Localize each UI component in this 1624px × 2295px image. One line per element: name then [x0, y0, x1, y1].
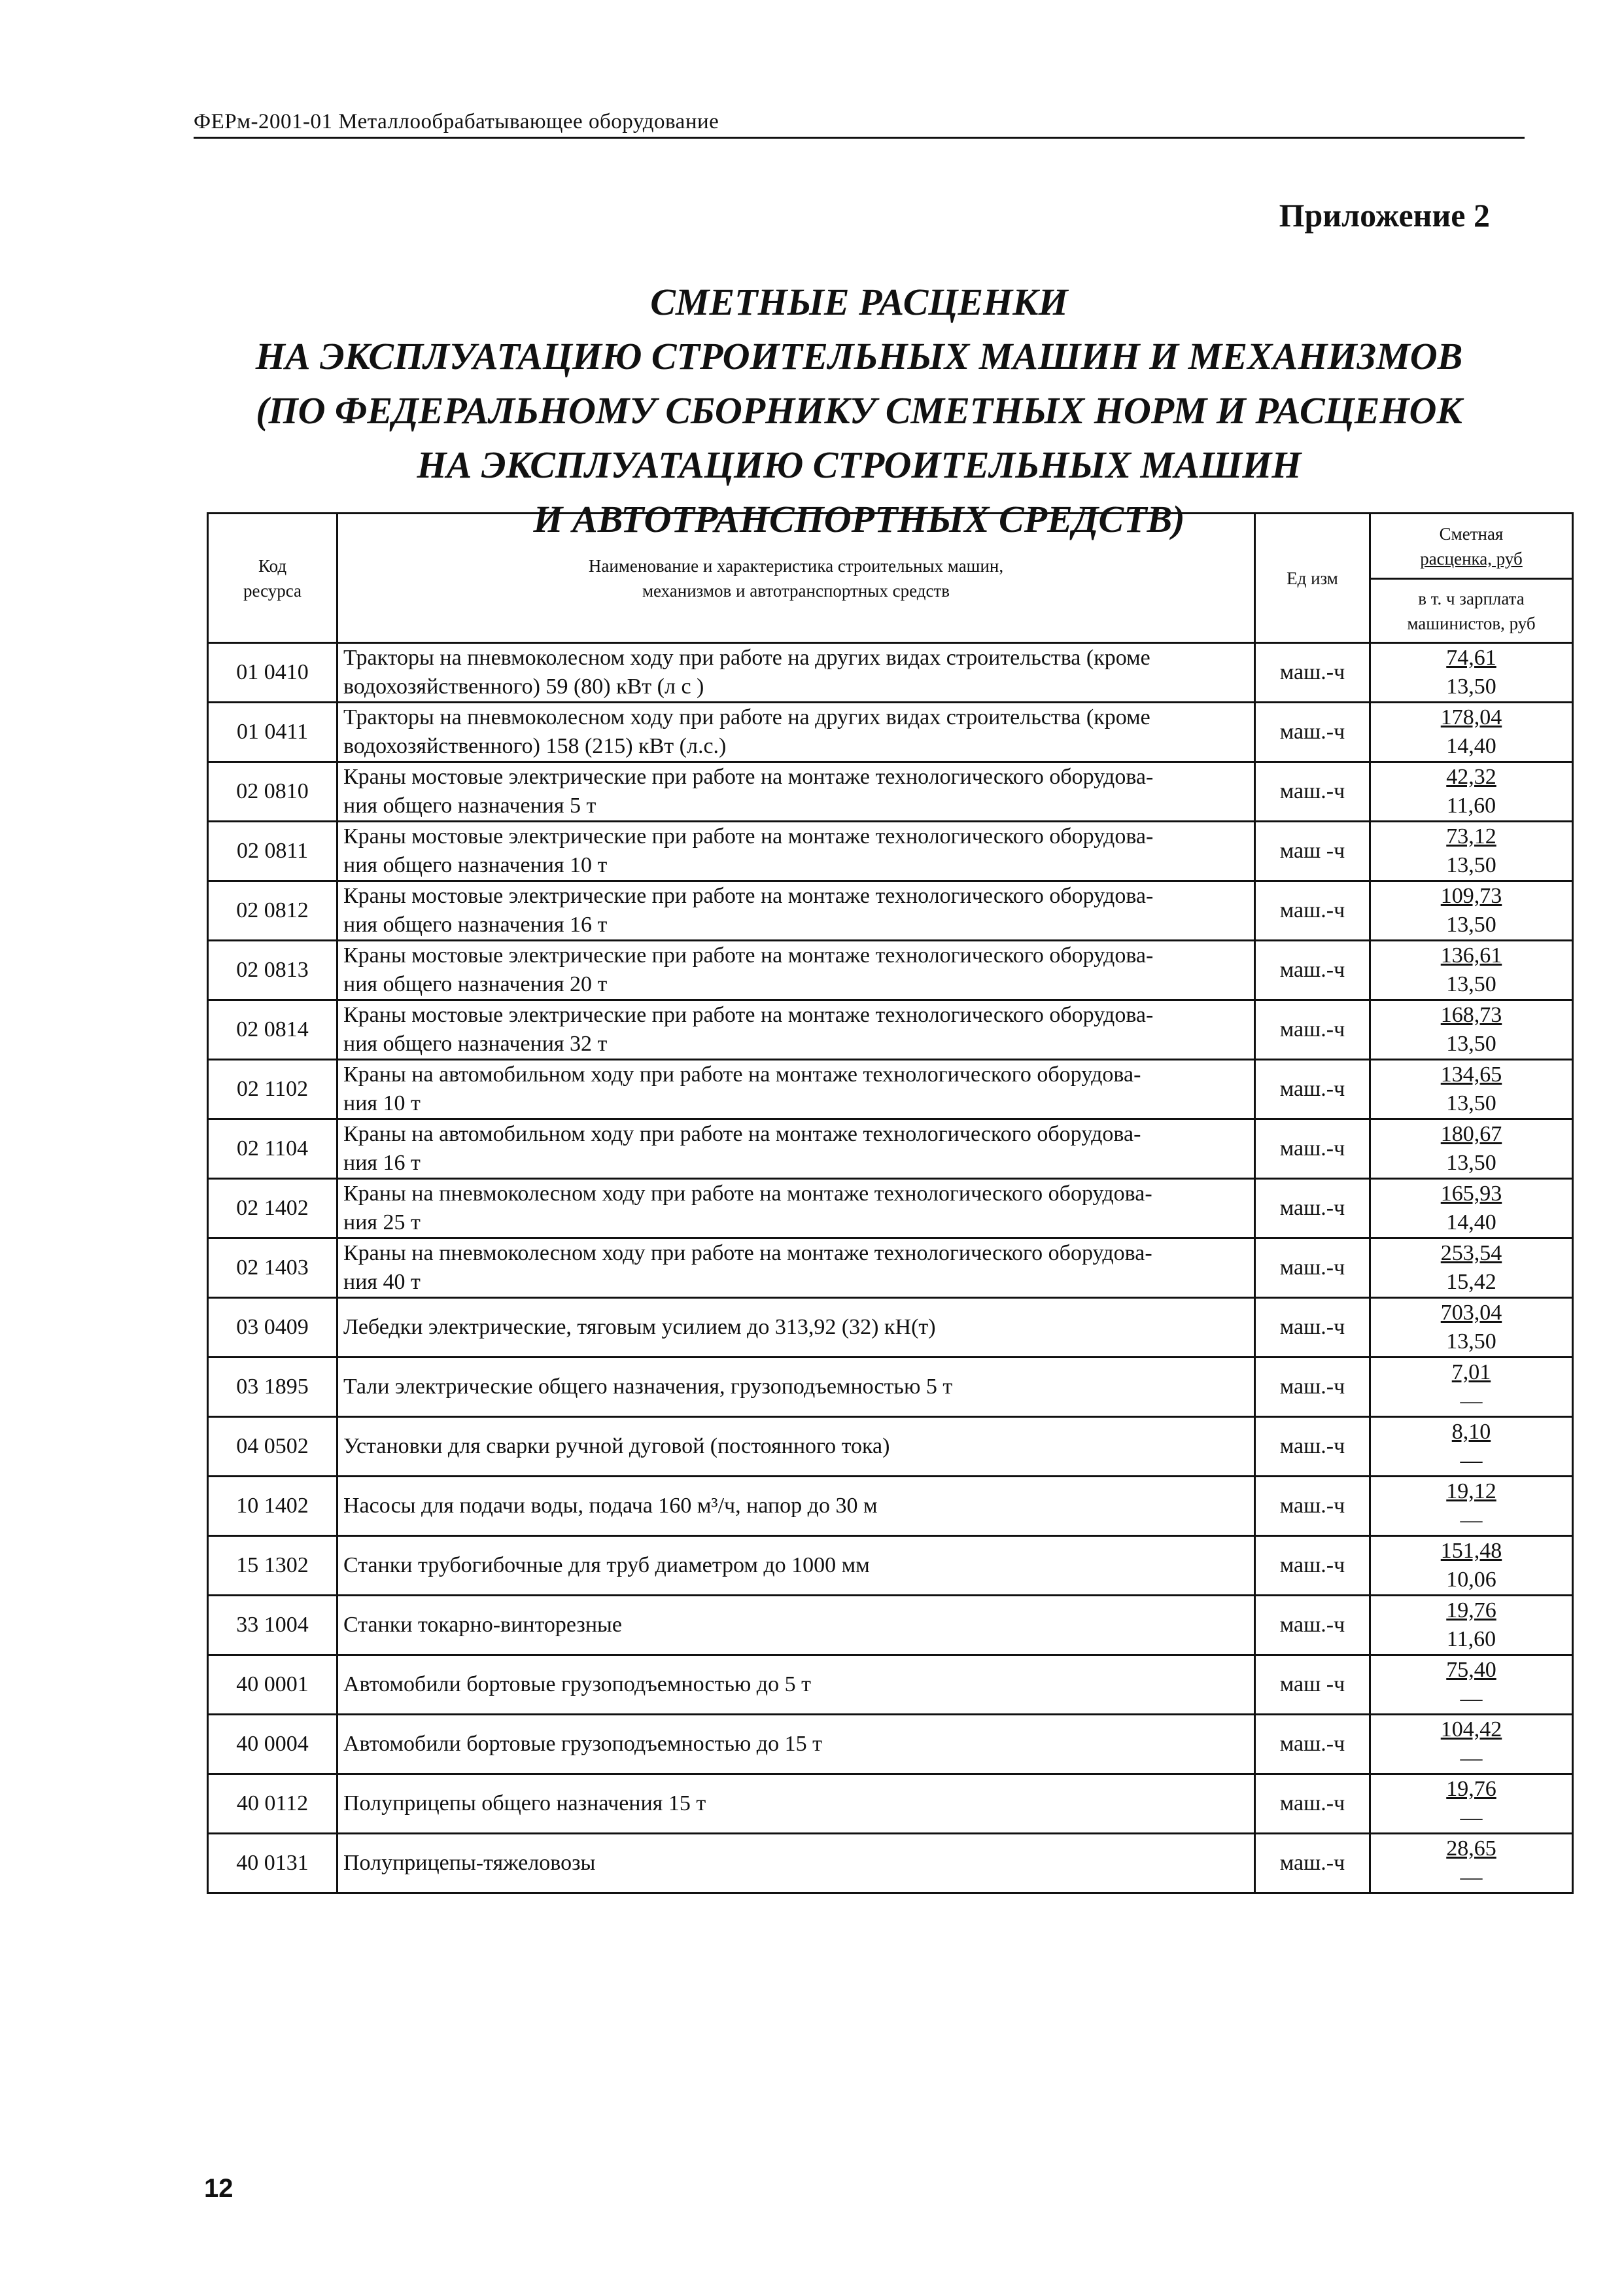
title-line: НА ЭКСПЛУАТАЦИЮ СТРОИТЕЛЬНЫХ МАШИН: [417, 444, 1302, 486]
price-cell: [1370, 1834, 1573, 1893]
resource-name: [337, 1774, 1255, 1834]
resource-code: 40 0112: [208, 1774, 337, 1834]
rate-value: 136,61: [1440, 943, 1502, 968]
name-line: ния общего назначения 20 т: [343, 972, 608, 996]
name-line: Установки для сварки ручной дуговой (постоянного тока): [343, 1434, 890, 1458]
wage-value: —: [1460, 1687, 1483, 1711]
table-row: [208, 1238, 1573, 1298]
wage-value: —: [1460, 1865, 1483, 1889]
unit: маш -ч: [1255, 822, 1370, 881]
name-line: Краны на автомобильном ходу при работе на монтаже технологического оборудова-: [343, 1062, 1141, 1087]
price-cell: [1370, 1536, 1573, 1596]
name-line: Краны мостовые электрические при работе на монтаже технологического оборудова-: [343, 1003, 1154, 1027]
rate-value: 28,65: [1446, 1836, 1496, 1861]
resource-name: [337, 703, 1255, 762]
resource-name: [337, 881, 1255, 941]
table-row: [208, 1298, 1573, 1358]
resource-name: [337, 643, 1255, 703]
rate-value: 253,54: [1440, 1241, 1502, 1265]
resource-name: [337, 762, 1255, 822]
name-line: водохозяйственного) 158 (215) кВт (л.с.): [343, 734, 727, 758]
rate-value: 703,04: [1440, 1301, 1502, 1325]
table-row: [208, 1000, 1573, 1060]
rate-value: 19,76: [1446, 1598, 1496, 1622]
name-line: ния общего назначения 32 т: [343, 1032, 608, 1056]
price-cell: [1370, 703, 1573, 762]
wage-value: —: [1460, 1746, 1483, 1770]
unit: маш.-ч: [1255, 881, 1370, 941]
name-line: ния 40 т: [343, 1270, 421, 1294]
wage-value: 13,50: [1446, 1032, 1496, 1056]
resource-code: 01 0410: [208, 643, 337, 703]
rate-value: 74,61: [1446, 646, 1496, 670]
wage-value: 13,50: [1446, 853, 1496, 877]
rate-value: 168,73: [1440, 1003, 1502, 1027]
wage-value: 14,40: [1446, 734, 1496, 758]
name-line: Краны мостовые электрические при работе на монтаже технологического оборудова-: [343, 884, 1154, 908]
name-line: Лебедки электрические, тяговым усилием до 313,92 (32) кН(т): [343, 1315, 936, 1339]
rates-table: [207, 512, 1574, 1894]
table-row: [208, 1715, 1573, 1774]
wage-value: —: [1460, 1508, 1483, 1532]
unit: маш.-ч: [1255, 1715, 1370, 1774]
rate-value: 104,42: [1440, 1717, 1502, 1742]
table-row: [208, 1774, 1573, 1834]
table-row: [208, 822, 1573, 881]
unit: маш.-ч: [1255, 1834, 1370, 1893]
header-wage: в т. ч зарплата машинистов, руб: [1370, 579, 1573, 643]
unit: маш.-ч: [1255, 703, 1370, 762]
resource-name: [337, 941, 1255, 1000]
name-line: Тали электрические общего назначения, грузоподъемностью 5 т: [343, 1375, 953, 1399]
wage-value: 13,50: [1446, 972, 1496, 996]
rate-value: 178,04: [1440, 705, 1502, 729]
price-cell: [1370, 1596, 1573, 1655]
table-row: [208, 941, 1573, 1000]
price-cell: [1370, 1238, 1573, 1298]
price-cell: [1370, 1060, 1573, 1119]
wage-value: 15,42: [1446, 1270, 1496, 1294]
unit: маш.-ч: [1255, 1358, 1370, 1417]
name-line: ния 25 т: [343, 1210, 421, 1235]
resource-name: [337, 1119, 1255, 1179]
price-cell: [1370, 941, 1573, 1000]
rate-value: 19,12: [1446, 1479, 1496, 1503]
price-cell: [1370, 1119, 1573, 1179]
resource-name: [337, 1596, 1255, 1655]
resource-code: 02 0810: [208, 762, 337, 822]
resource-code: 02 1402: [208, 1179, 337, 1238]
wage-value: 11,60: [1446, 1627, 1496, 1651]
name-line: Краны мостовые электрические при работе на монтаже технологического оборудова-: [343, 824, 1154, 849]
wage-value: —: [1460, 1448, 1483, 1473]
resource-name: [337, 1417, 1255, 1477]
page-number: 12: [204, 2174, 233, 2203]
rate-value: 109,73: [1440, 884, 1502, 908]
name-line: Краны на пневмоколесном ходу при работе на монтаже технологического оборудова-: [343, 1182, 1152, 1206]
rate-value: 8,10: [1451, 1420, 1491, 1444]
header-rate: Сметная расценка, руб: [1370, 514, 1573, 579]
table-row: [208, 643, 1573, 703]
name-line: Автомобили бортовые грузоподъемностью до 15 т: [343, 1732, 822, 1756]
name-line: Краны мостовые электрические при работе на монтаже технологического оборудова-: [343, 765, 1154, 789]
table-row: [208, 703, 1573, 762]
resource-name: [337, 1655, 1255, 1715]
table-row: [208, 1417, 1573, 1477]
price-cell: [1370, 1477, 1573, 1536]
price-cell: [1370, 881, 1573, 941]
wage-value: 13,50: [1446, 1329, 1496, 1354]
resource-code: 02 1403: [208, 1238, 337, 1298]
resource-code: 33 1004: [208, 1596, 337, 1655]
title-line: (ПО ФЕДЕРАЛЬНОМУ СБОРНИКУ СМЕТНЫХ НОРМ И РАСЦЕНОК: [256, 389, 1462, 432]
resource-code: 02 0811: [208, 822, 337, 881]
resource-code: 02 1102: [208, 1060, 337, 1119]
table-row: [208, 881, 1573, 941]
name-line: Краны на автомобильном ходу при работе на монтаже технологического оборудова-: [343, 1122, 1141, 1146]
rate-value: 7,01: [1451, 1360, 1491, 1384]
header-code: Код ресурса: [208, 514, 337, 643]
name-line: Станки трубогибочные для труб диаметром до 1000 мм: [343, 1553, 870, 1577]
wage-value: 14,40: [1446, 1210, 1496, 1235]
name-line: Краны на пневмоколесном ходу при работе на монтаже технологического оборудова-: [343, 1241, 1152, 1265]
price-cell: [1370, 1000, 1573, 1060]
rate-value: 165,93: [1440, 1182, 1502, 1206]
header-unit: Ед изм: [1255, 514, 1370, 643]
price-cell: [1370, 1417, 1573, 1477]
title-line: И АВТОТРАНСПОРТНЫХ СРЕДСТВ): [533, 498, 1185, 540]
unit: маш.-ч: [1255, 1119, 1370, 1179]
unit: маш.-ч: [1255, 1060, 1370, 1119]
unit: маш.-ч: [1255, 1298, 1370, 1358]
name-line: Станки токарно-винторезные: [343, 1613, 622, 1637]
name-line: Тракторы на пневмоколесном ходу при работе на других видах строительства (кроме: [343, 646, 1150, 670]
name-line: Краны мостовые электрические при работе на монтаже технологического оборудова-: [343, 943, 1154, 968]
name-line: ния общего назначения 10 т: [343, 853, 608, 877]
price-cell: [1370, 643, 1573, 703]
name-line: ния 16 т: [343, 1151, 421, 1175]
resource-name: [337, 1477, 1255, 1536]
unit: маш.-ч: [1255, 1417, 1370, 1477]
running-header: ФЕРм-2001-01 Металлообрабатывающее оборудование: [194, 110, 1525, 139]
price-cell: [1370, 1655, 1573, 1715]
title-line: СМЕТНЫЕ РАСЦЕНКИ: [650, 281, 1068, 323]
resource-name: [337, 1298, 1255, 1358]
price-cell: [1370, 1715, 1573, 1774]
resource-name: [337, 1000, 1255, 1060]
resource-name: [337, 1179, 1255, 1238]
resource-code: 40 0001: [208, 1655, 337, 1715]
price-cell: [1370, 1179, 1573, 1238]
resource-name: [337, 822, 1255, 881]
header-name: Наименование и характеристика строительных машин, механизмов и автотранспортных средств: [337, 514, 1255, 643]
resource-code: 10 1402: [208, 1477, 337, 1536]
price-cell: [1370, 762, 1573, 822]
table-row: [208, 1358, 1573, 1417]
price-cell: [1370, 1298, 1573, 1358]
table-row: [208, 762, 1573, 822]
name-line: Насосы для подачи воды, подача 160 м³/ч, напор до 30 м: [343, 1494, 878, 1518]
rate-value: 73,12: [1446, 824, 1496, 849]
name-line: ния общего назначения 16 т: [343, 913, 608, 937]
resource-name: [337, 1358, 1255, 1417]
resource-code: 02 1104: [208, 1119, 337, 1179]
unit: маш.-ч: [1255, 1238, 1370, 1298]
wage-value: 11,60: [1446, 794, 1496, 818]
rate-value: 42,32: [1446, 765, 1496, 789]
wage-value: —: [1460, 1806, 1483, 1830]
resource-code: 02 0813: [208, 941, 337, 1000]
wage-value: 13,50: [1446, 1091, 1496, 1115]
title-line: НА ЭКСПЛУАТАЦИЮ СТРОИТЕЛЬНЫХ МАШИН И МЕХАНИЗМОВ: [255, 335, 1463, 377]
resource-code: 02 0814: [208, 1000, 337, 1060]
rate-value: 19,76: [1446, 1777, 1496, 1801]
wage-value: 10,06: [1446, 1568, 1496, 1592]
resource-name: [337, 1060, 1255, 1119]
resource-name: [337, 1238, 1255, 1298]
unit: маш.-ч: [1255, 1596, 1370, 1655]
resource-name: [337, 1715, 1255, 1774]
resource-code: 01 0411: [208, 703, 337, 762]
resource-code: 40 0131: [208, 1834, 337, 1893]
table-row: [208, 1655, 1573, 1715]
name-line: ния 10 т: [343, 1091, 421, 1115]
rate-value: 134,65: [1440, 1062, 1502, 1087]
table-row: [208, 1834, 1573, 1893]
price-cell: [1370, 1358, 1573, 1417]
name-line: водохозяйственного) 59 (80) кВт (л с ): [343, 674, 704, 699]
unit: маш.-ч: [1255, 1477, 1370, 1536]
unit: маш.-ч: [1255, 1536, 1370, 1596]
appendix-label: Приложение 2: [1279, 197, 1490, 234]
name-line: Полуприцепы общего назначения 15 т: [343, 1791, 706, 1815]
resource-code: 04 0502: [208, 1417, 337, 1477]
table-row: [208, 1119, 1573, 1179]
resource-code: 40 0004: [208, 1715, 337, 1774]
resource-code: 03 1895: [208, 1358, 337, 1417]
table-row: [208, 1477, 1573, 1536]
table-row: [208, 1596, 1573, 1655]
unit: маш -ч: [1255, 1655, 1370, 1715]
name-line: Полуприцепы-тяжеловозы: [343, 1851, 596, 1875]
unit: маш.-ч: [1255, 1774, 1370, 1834]
document-title: [194, 275, 1525, 546]
wage-value: 13,50: [1446, 913, 1496, 937]
unit: маш.-ч: [1255, 1179, 1370, 1238]
name-line: ния общего назначения 5 т: [343, 794, 596, 818]
wage-value: —: [1460, 1389, 1483, 1413]
resource-name: [337, 1834, 1255, 1893]
wage-value: 13,50: [1446, 674, 1496, 699]
resource-code: 02 0812: [208, 881, 337, 941]
rate-value: 75,40: [1446, 1658, 1496, 1682]
wage-value: 13,50: [1446, 1151, 1496, 1175]
table-row: [208, 1060, 1573, 1119]
unit: маш.-ч: [1255, 643, 1370, 703]
unit: маш.-ч: [1255, 762, 1370, 822]
rate-value: 151,48: [1440, 1539, 1502, 1563]
resource-name: [337, 1536, 1255, 1596]
table-row: [208, 1536, 1573, 1596]
name-line: Автомобили бортовые грузоподъемностью до 5 т: [343, 1672, 811, 1696]
unit: маш.-ч: [1255, 941, 1370, 1000]
rate-value: 180,67: [1440, 1122, 1502, 1146]
price-cell: [1370, 822, 1573, 881]
name-line: Тракторы на пневмоколесном ходу при работе на других видах строительства (кроме: [343, 705, 1150, 729]
resource-code: 03 0409: [208, 1298, 337, 1358]
price-cell: [1370, 1774, 1573, 1834]
table-row: [208, 1179, 1573, 1238]
unit: маш.-ч: [1255, 1000, 1370, 1060]
resource-code: 15 1302: [208, 1536, 337, 1596]
